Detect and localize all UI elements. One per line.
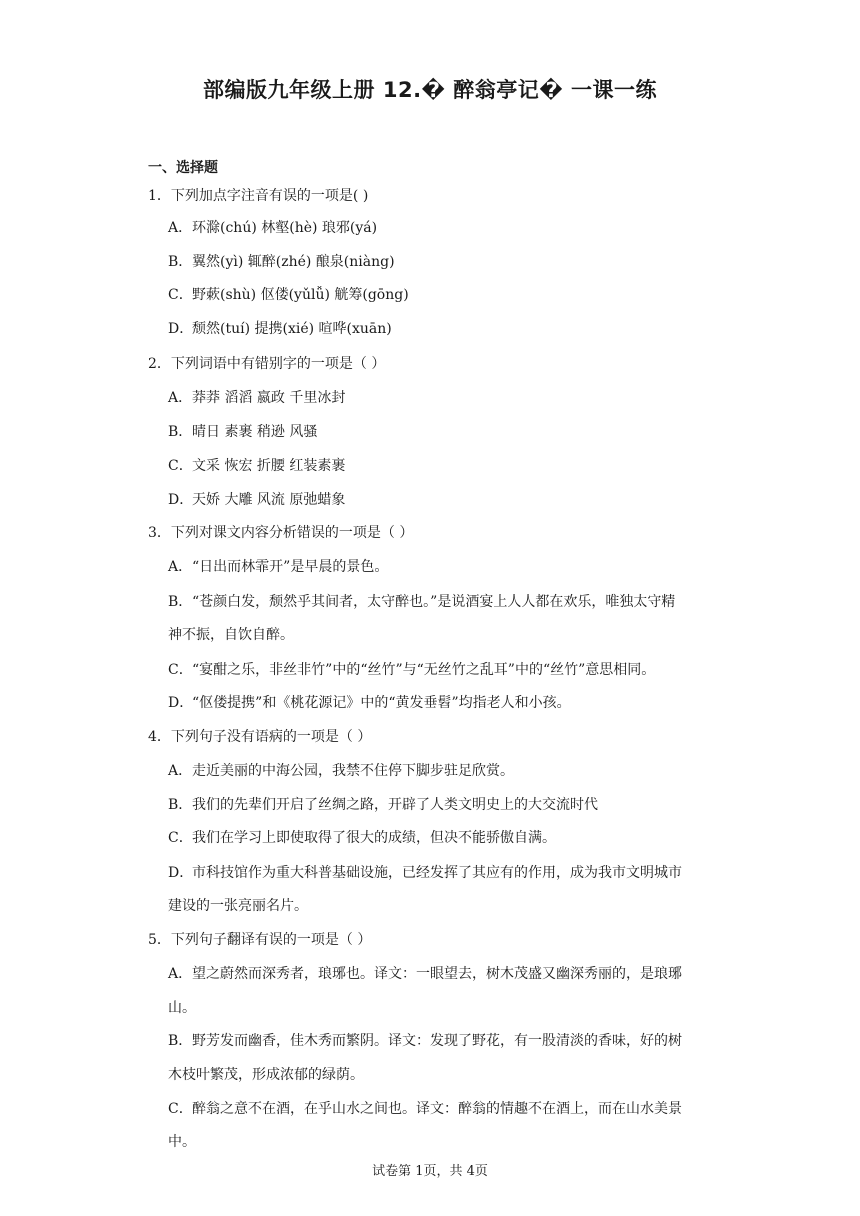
question-3-option-a [168,557,388,577]
question-4-stem: 4．下列句子没有语病的一项是（ ） [148,729,372,745]
question-1-option-c [168,285,409,305]
question-5-option-c [168,1099,682,1119]
option-label: C． [168,662,193,678]
question-2-option-a [168,388,345,408]
option-text: 文采 恢宏 折腰 红装素裹 [192,458,346,474]
question-3-option-b-continued: 神不振，自饮自醉。 [168,627,294,643]
option-text: 天娇 大雕 风流 原弛蜡象 [192,492,346,508]
option-label: D． [168,695,194,711]
option-text: 晴日 素裹 稍逊 风骚 [192,424,318,440]
question-2-option-b [168,422,317,442]
question-4-option-d [168,863,682,883]
option-label: B． [168,424,193,440]
question-1-stem: 1．下列加点字注音有误的一项是( ) [148,188,369,204]
option-text: 野芳发而幽香，佳木秀而繁阴。译文：发现了野花，有一股清淡的香味，好的树 [192,1033,682,1049]
option-label: A． [168,763,193,779]
question-5-stem: 5．下列句子翻译有误的一项是（ ） [148,932,372,948]
option-text: “日出而林霏开”是早晨的景色。 [192,559,389,575]
question-1-option-a [168,218,377,238]
option-text: 颓然(tuí) 提携(xié) 喧哗(xuān) [192,321,392,337]
option-text: 走近美丽的中海公园，我禁不住停下脚步驻足欣赏。 [192,763,514,779]
option-label: D． [168,865,194,881]
option-label: B． [168,594,193,610]
option-label: D． [168,321,194,337]
option-label: A． [168,220,193,236]
option-label: D． [168,492,194,508]
option-text: 市科技馆作为重大科普基础设施，已经发挥了其应有的作用，成为我市文明城市 [192,865,682,881]
option-text: 环滁(chú) 林壑(hè) 琅邪(yá) [192,220,378,236]
option-label: A． [168,559,193,575]
option-label: A． [168,966,193,982]
question-5-option-b [168,1031,682,1051]
option-label: C． [168,458,193,474]
question-4-option-d-continued: 建设的一张亮丽名片。 [168,898,308,914]
option-text: “宴酣之乐，非丝非竹”中的“丝竹”与“无丝竹之乱耳”中的“丝竹”意思相同。 [192,662,656,678]
question-5-option-a [168,964,682,984]
option-text: 醉翁之意不在酒，在乎山水之间也。译文：醉翁的情趣不在酒上，而在山水美景 [192,1101,682,1117]
option-text: “苍颜白发，颓然乎其间者，太守醉也。”是说酒宴上人人都在欢乐，唯独太守精 [192,594,676,610]
question-4-option-b [168,795,598,815]
page-footer: 试卷第 1页，共 4页 [372,1164,488,1179]
option-label: A． [168,390,193,406]
question-5-option-a-continued: 山。 [168,1000,196,1016]
option-text: 莽莽 滔滔 嬴政 千里冰封 [192,390,346,406]
option-text: “伛偻提携”和《桃花源记》中的“黄发垂髫”均指老人和小孩。 [192,695,571,711]
question-1-option-b [168,252,395,272]
question-4-option-c [168,828,556,848]
question-1-option-d [168,319,392,339]
question-5-option-b-continued: 木枝叶繁茂，形成浓郁的绿荫。 [168,1067,364,1083]
question-2-option-c [168,456,345,476]
question-5-option-c-continued: 中。 [168,1134,196,1150]
option-text: 望之蔚然而深秀者，琅琊也。译文：一眼望去，树木茂盛又幽深秀丽的，是琅琊 [192,966,682,982]
section-heading: 一、选择题 [148,160,218,176]
question-3-option-c [168,660,655,680]
option-text: 我们在学习上即使取得了很大的成绩，但决不能骄傲自满。 [192,830,556,846]
question-3-option-b [168,592,675,612]
option-text: 我们的先辈们开启了丝绸之路，开辟了人类文明史上的大交流时代 [192,797,598,813]
question-3-stem: 3．下列对课文内容分析错误的一项是（ ） [148,525,414,541]
option-label: B． [168,1033,193,1049]
question-4-option-a [168,761,514,781]
option-text: 翼然(yì) 辄醉(zhé) 酿泉(niàng) [192,254,395,270]
option-label: C． [168,287,193,303]
question-2-stem: 2．下列词语中有错别字的一项是（ ） [148,356,386,372]
question-2-option-d [168,490,345,510]
option-label: C． [168,1101,193,1117]
question-3-option-d [168,693,571,713]
option-text: 野蔌(shù) 伛偻(yǔlǚ) 觥筹(gōng) [192,287,409,303]
page-title: 部编版九年级上册 12.� 醉翁亭记� 一课一练 [203,78,657,102]
option-label: B． [168,254,193,270]
option-label: C． [168,830,193,846]
option-label: B． [168,797,193,813]
